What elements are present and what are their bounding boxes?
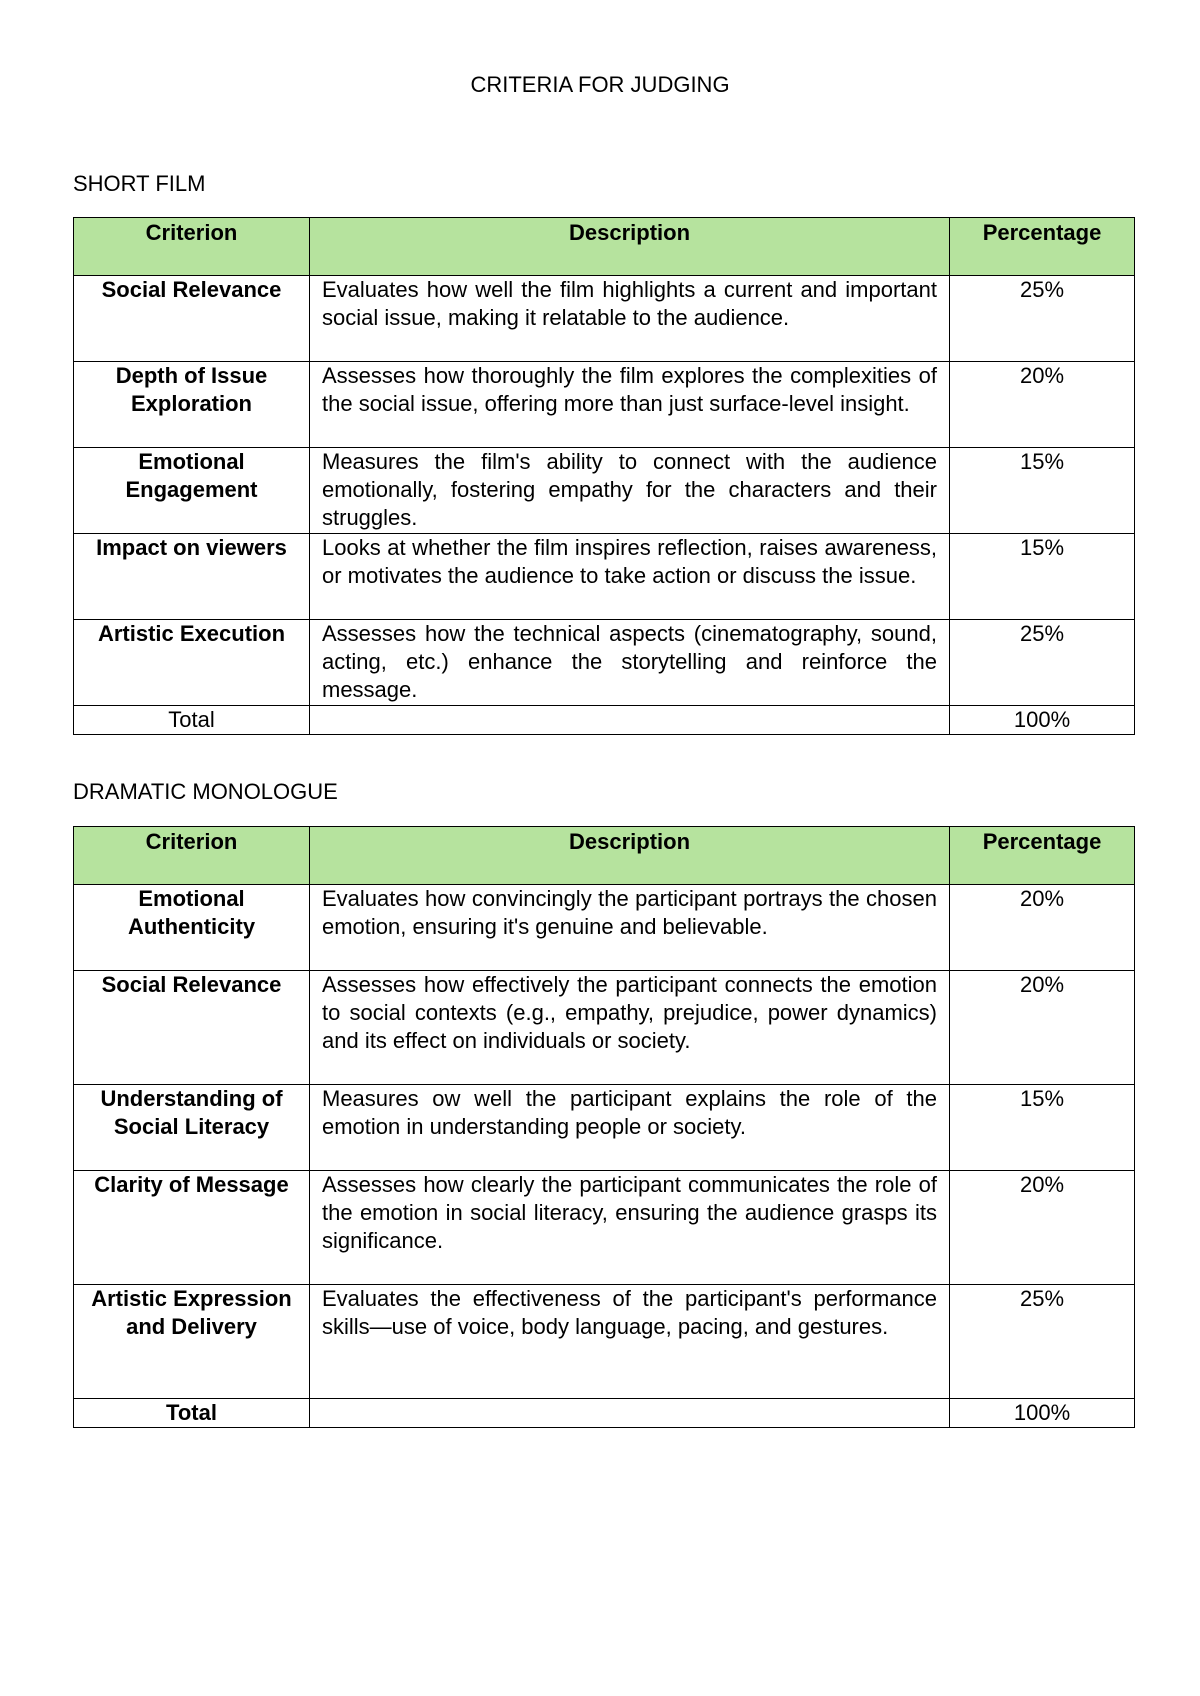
table-row <box>74 276 1135 362</box>
table-header-row <box>74 827 1135 885</box>
description-cell: Evaluates the effectiveness of the participant's performance skills—use of voice, body language, pacing, and gestures. <box>310 1285 950 1399</box>
percentage-cell: 15% <box>950 1085 1135 1171</box>
column-header-percentage: Percentage <box>950 218 1135 276</box>
total-percentage-cell: 100% <box>950 1399 1135 1428</box>
percentage-cell: 15% <box>950 534 1135 620</box>
criterion-cell: Depth of Issue Exploration <box>74 362 310 448</box>
criterion-cell: Artistic Execution <box>74 620 310 706</box>
percentage-cell: 20% <box>950 885 1135 971</box>
table-row <box>74 362 1135 448</box>
total-row <box>74 706 1135 735</box>
description-cell: Measures the film's ability to connect with the audience emotionally, fostering empathy for the characters and their struggles. <box>310 448 950 534</box>
description-cell: Evaluates how convincingly the participant portrays the chosen emotion, ensuring it's genuine and believable. <box>310 885 950 971</box>
percentage-cell: 20% <box>950 1171 1135 1285</box>
percentage-cell: 25% <box>950 1285 1135 1399</box>
total-label-cell: Total <box>74 706 310 735</box>
column-header-description: Description <box>310 218 950 276</box>
description-cell: Measures ow well the participant explains the role of the emotion in understanding people or society. <box>310 1085 950 1171</box>
description-cell: Evaluates how well the film highlights a current and important social issue, making it relatable to the audience. <box>310 276 950 362</box>
criterion-cell: Emotional Engagement <box>74 448 310 534</box>
table-row <box>74 1085 1135 1171</box>
table-row <box>74 448 1135 534</box>
document-title: CRITERIA FOR JUDGING <box>470 72 730 97</box>
total-percentage-cell: 100% <box>950 706 1135 735</box>
criterion-cell: Understanding of Social Literacy <box>74 1085 310 1171</box>
table-header-row <box>74 218 1135 276</box>
percentage-cell: 15% <box>950 448 1135 534</box>
table-row <box>74 1171 1135 1285</box>
short-film-heading: SHORT FILM <box>73 171 206 196</box>
criterion-cell: Social Relevance <box>74 971 310 1085</box>
description-cell: Assesses how thoroughly the film explores the complexities of the social issue, offering more than just surface-level insight. <box>310 362 950 448</box>
column-header-percentage: Percentage <box>950 827 1135 885</box>
short-film-criteria-table <box>73 217 1135 735</box>
table-row <box>74 620 1135 706</box>
criterion-cell: Emotional Authenticity <box>74 885 310 971</box>
dramatic-monologue-criteria-table <box>73 826 1135 1428</box>
total-description-cell <box>310 1399 950 1428</box>
table-row <box>74 534 1135 620</box>
percentage-cell: 25% <box>950 620 1135 706</box>
description-cell: Assesses how the technical aspects (cinematography, sound, acting, etc.) enhance the storytelling and reinforce the message. <box>310 620 950 706</box>
column-header-criterion: Criterion <box>74 827 310 885</box>
description-cell: Looks at whether the film inspires reflection, raises awareness, or motivates the audience to take action or discuss the issue. <box>310 534 950 620</box>
table-row <box>74 885 1135 971</box>
table-row <box>74 1285 1135 1399</box>
column-header-description: Description <box>310 827 950 885</box>
dramatic-monologue-heading: DRAMATIC MONOLOGUE <box>73 779 338 804</box>
total-label-cell: Total <box>74 1399 310 1428</box>
total-row <box>74 1399 1135 1428</box>
criterion-cell: Social Relevance <box>74 276 310 362</box>
column-header-criterion: Criterion <box>74 218 310 276</box>
criterion-cell: Clarity of Message <box>74 1171 310 1285</box>
criterion-cell: Artistic Expression and Delivery <box>74 1285 310 1399</box>
percentage-cell: 20% <box>950 362 1135 448</box>
description-cell: Assesses how clearly the participant communicates the role of the emotion in social literacy, ensuring the audience grasps its significance. <box>310 1171 950 1285</box>
percentage-cell: 20% <box>950 971 1135 1085</box>
table-row <box>74 971 1135 1085</box>
description-cell: Assesses how effectively the participant connects the emotion to social contexts (e.g., empathy, prejudice, power dynamics) and its effect on individuals or society. <box>310 971 950 1085</box>
criterion-cell: Impact on viewers <box>74 534 310 620</box>
percentage-cell: 25% <box>950 276 1135 362</box>
total-description-cell <box>310 706 950 735</box>
